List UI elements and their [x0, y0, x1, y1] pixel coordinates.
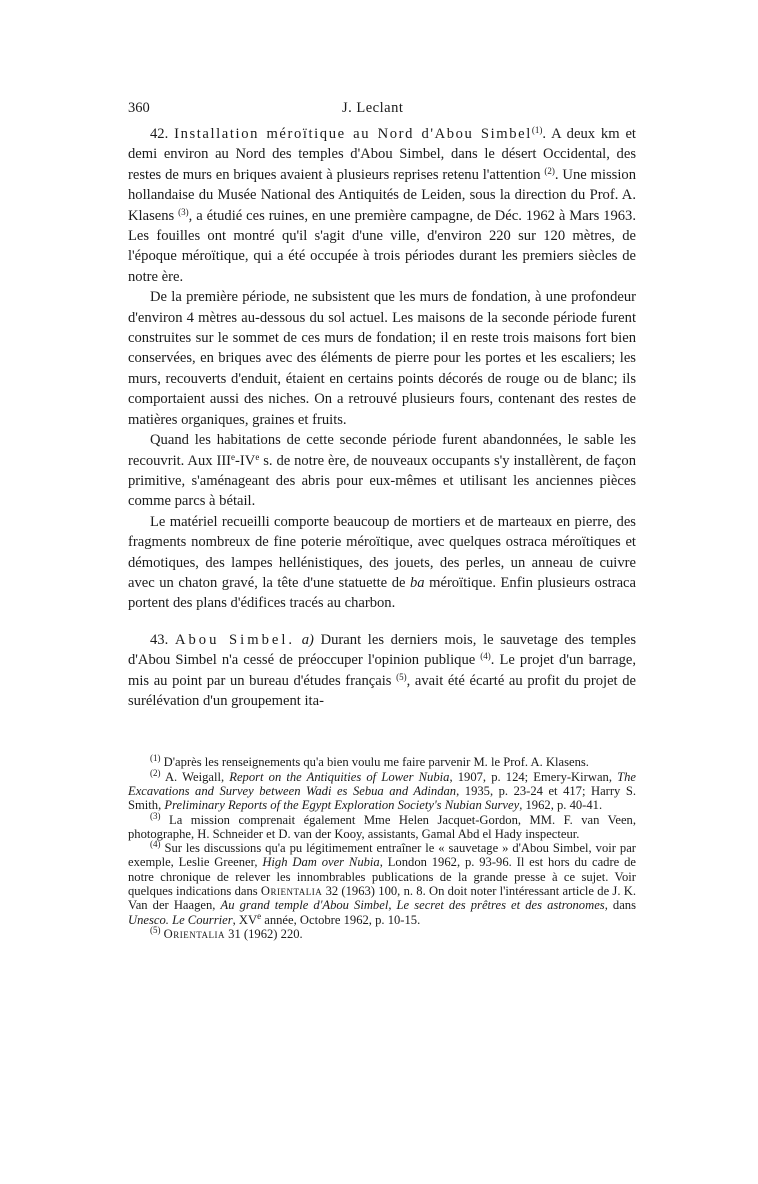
footnote-5: $^{(5)}$ Orientalia 31 (1962) 220.: [150, 924, 303, 941]
footnote-ref-1: (1): [531, 125, 543, 135]
body-text: [128, 124, 636, 711]
footnote-4: $^{(4)}$ Sur les discussions qu'a pu légitimement entraîner le « sauvetage » d'Abou Simbel, voir par exemple, Leslie Greener, High Dam over Nubia, London 1962, p. 93-96. Il est hors du cadre de notre chronique de relever les innombrables publications de la grande presse à ce sujet. Voir quelques indications dans Orientalia 32 (1963) 100, n. 8. On doit noter l'intéressant article de J. K. Van der Haagen, Au grand temple d'Abou Simbel, Le secret des prêtres et des astronomes, dans Unesco. Le Courrier, XVe année, Octobre 1962, p. 10-15.: [128, 839, 636, 927]
section-43-number: 43.: [150, 631, 169, 648]
section-43-heading: Abou Simbel.: [174, 631, 296, 648]
footnote-ref-2: (2): [544, 165, 555, 176]
footnote-2: $^{(2)}$ A. Weigall, Report on the Antiquities of Lower Nubia, 1907, p. 124; Emery-Kirwan, The Excavations and Survey between Wadi es Sebua and Adindan, 1935, p. 23-24 et 417; Harry S. Smith, Preliminary Reports of the Egypt Exploration Society's Nubian Survey, 1962, p. 40-41.: [128, 767, 637, 813]
section-43-paragraph-1: 43. Abou Simbel. a) Durant les derniers mois, le sauvetage des temples d'Abou Simbel n'a cessé de préoccuper l'opinion publique $^{(4)}$. Le projet d'un barrage, mis au point par un bureau d'études français $^{(5)}$, avait été écarté au profit du projet de surélévation d'un groupement ita-: [128, 631, 637, 709]
footnote-ref-4: (4): [480, 651, 491, 662]
section-42-paragraph-2: De la première période, ne subsistent que les murs de fondation, à une profondeur d'environ 4 mètres au-dessous du sol actuel. Les maisons de la seconde période furent construites sur le sommet de ces murs de fondation; il en reste trois maisons fort bien conservées, en briques avec des éléments de pierre pour les portes et les escaliers; les murs, recouverts d'enduit, étaient en certains points décorés de rouge ou de blanc; ils comportaient aussi des niches. On a retrouvé plusieurs fours, contenant des restes de matières organiques, graines et fruits.: [128, 289, 636, 428]
footnote-3: $^{(3)}$ La mission comprenait également Mme Helen Jacquet-Gordon, MM. F. van Veen, photographe, H. Schneider et D. van der Kooy, assistants, Gamal Abd el Hady inspecteur.: [128, 810, 636, 841]
footnote-1: $^{(1)}$ D'après les renseignements qu'a bien voulu me faire parvenir M. le Prof. A. Klasens.: [150, 753, 589, 770]
section-42-paragraph-1: 42. Installation méroïtique au Nord d'Abou Simbel$^{(1)}$. A deux km et demi environ au Nord des temples d'Abou Simbel, dans le désert Occidental, des restes de murs en briques avaient à plusieurs reprises retenu l'attention $^{(2)}$. Une mission hollandaise du Musée National des Antiquités de Leiden, sous la direction du Prof. A. Klasens $^{(3)}$, a étudié ces ruines, en une première campagne, de Déc. 1962 à Mars 1963. Les fouilles ont montré qu'il s'agit d'une ville, d'environ 220 sur 120 mètres, de l'époque méroïtique, qui a été occupée à trois périodes durant les premiers siècles de notre ère.: [128, 125, 636, 285]
section-43: [128, 630, 636, 712]
footnote-ref-3: (3): [178, 206, 189, 217]
section-42-number: 42.: [150, 126, 169, 142]
footnote-ref-5: (5): [396, 671, 407, 682]
running-title: J. Leclant: [342, 100, 404, 116]
section-42-heading: Installation méroïtique au Nord d'Abou Simbel: [174, 126, 532, 142]
section-42: [128, 124, 636, 614]
page-number: 360: [128, 100, 150, 116]
running-head: [128, 100, 636, 124]
section-42-paragraph-3: Quand les habitations de cette seconde période furent abandonnées, le sable les recouvrit. Aux IIIe-IVe s. de notre ère, de nouveaux occupants s'y installèrent, de façon primitive, s'aménageant des abris pour eux-mêmes et utilisant les anciennes pièces comme parcs à bétail.: [128, 432, 636, 510]
section-42-paragraph-4: Le matériel recueilli comporte beaucoup de mortiers et de marteaux en pierre, des fragments nombreux de fine poterie méroïtique, avec quelques ostraca méroïtiques et démotiques, des lampes hellénistiques, des jouets, des perles, un anneau de cuivre avec un chaton gravé, la tête d'une statuette de ba méroïtique. Enfin plusieurs ostraca portent des plans d'édifices tracés au charbon.: [128, 513, 636, 612]
footnotes: [128, 755, 636, 941]
page: [128, 100, 636, 941]
